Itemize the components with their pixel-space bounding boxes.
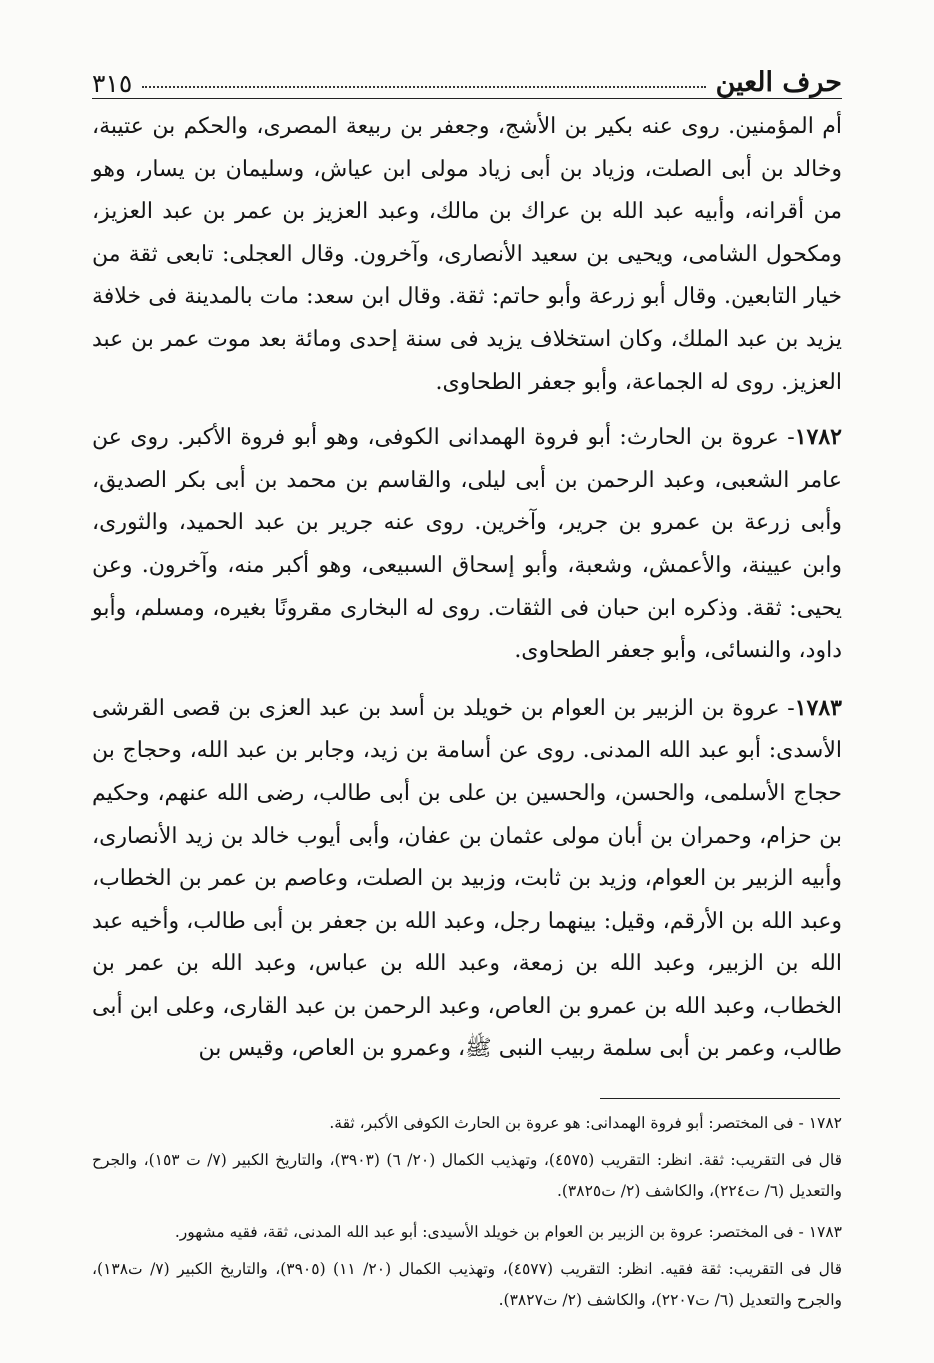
entry-text: عروة بن الحارث: أبو فروة الهمدانى الكوفى، وهو أبو فروة الأكبر. روى عن عامر الشعبى، وعبد الرحمن بن أبى ليلى، والقاسم بن محمد بن أبى بكر الصديق، وأبى زرعة بن عمرو بن جرير، وآخرين. روى عنه جرير بن عبد الحميد، والثورى، وابن عيينة، والأعمش، وشعبة، وأبو إسحاق السبيعى، وهو أكبر منه، وآخرون. وعن يحيى: ثقة. وذكره ابن حبان فى الثقات. روى له البخارى مقرونًا بغيره، ومسلم، وأبو داود، والنسائى، وأبو جعفر الطحاوى. bbox=[92, 425, 843, 664]
footnote-1783-summary bbox=[92, 1217, 842, 1248]
entry-dash: - bbox=[778, 425, 795, 451]
footnote-number: ١٧٨٢ bbox=[808, 1114, 842, 1132]
entry-number: ١٧٨٢ bbox=[794, 424, 842, 451]
footnote-summary: فى المختصر: عروة بن الزبير بن العوام بن خويلد الأسيدى: أبو عبد الله المدنى، ثقة، فقيه مشهور. bbox=[174, 1223, 794, 1241]
footnote-1783-refs: قال فى التقريب: ثقة فقيه. انظر: التقريب (٤٥٧٧)، وتهذيب الكمال (٢٠/ ١١) (٣٩٠٥)، والتاريخ الكبير (٧/ ت١٣٨)، والجرح والتعديل (٦/ ت٢٢٠٧)، والكاشف (٢/ ت٣٨٢٧). bbox=[92, 1260, 842, 1309]
footnotes bbox=[92, 1108, 842, 1326]
footnote-1782-summary bbox=[92, 1108, 842, 1139]
footnote-1782-refs: قال فى التقريب: ثقة. انظر: التقريب (٤٥٧٥)، وتهذيب الكمال (٢٠/ ٦) (٣٩٠٣)، والتاريخ الكبير (٧/ ت ١٥٣)، والجرح والتعديل (٦/ ت٢٢٤)، والكاشف (٢/ ت٣٨٢٥). bbox=[92, 1151, 842, 1200]
footnote-dash: - bbox=[793, 1114, 809, 1132]
entry-text: عروة بن الزبير بن العوام بن خويلد بن أسد بن عبد العزى بن قصى القرشى الأسدى: أبو عبد الله المدنى. روى عن أسامة بن زيد، وجابر بن عبد الله، وحجاج بن حجاج الأسلمى، والحسن، والحسين بن على بن أبى طالب، رضى الله عنهم، وحكيم بن حزام، وحمران بن أبان مولى عثمان بن عفان، وأبى أيوب خالد بن زيد الأنصارى، وأبيه الزبير بن العوام، وزيد بن ثابت، وزبيد بن الصلت، وعاصم بن عمر بن الخطاب، وعبد الله بن الأرقم، وقيل: بينهما رجل، وعبد الله بن جعفر بن أبى طالب، وأخيه عبد الله بن الزبير، وعبد الله بن زمعة، وعبد الله بن عباس، وعبد الله بن عمر بن الخطاب، وعبد الله بن عمرو بن العاص، وعبد الرحمن بن عبد القارى، وعلى ابن أبى طالب، وعمر بن أبى سلمة ربيب النبى ﷺ، وعمرو بن العاص، وقيس بن bbox=[92, 695, 842, 1062]
entry-number: ١٧٨٣ bbox=[794, 694, 842, 721]
entry-dash: - bbox=[779, 695, 795, 721]
footnote-separator bbox=[600, 1098, 840, 1099]
entry-1782 bbox=[92, 416, 842, 673]
running-header bbox=[92, 58, 842, 99]
leader-dots bbox=[142, 86, 705, 88]
page-number: ٣١٥ bbox=[92, 69, 133, 98]
footnote-summary: فى المختصر: أبو فروة الهمدانى: هو عروة بن الحارث الكوفى الأكبر، ثقة. bbox=[329, 1114, 794, 1132]
section-title: حرف العين bbox=[715, 67, 842, 98]
continuation-paragraph: أم المؤمنين. روى عنه بكير بن الأشج، وجعفر بن ربيعة المصرى، والحكم بن عتيبة، وخالد بن أبى الصلت، وزياد بن أبى زياد مولى ابن عياش، وسليمان بن يسار، وهو من أقرانه، وأبيه عبد الله بن عراك بن مالك، وعبد العزيز بن عمر بن عبد العزيز، ومكحول الشامى، ويحيى بن سعيد الأنصارى، وآخرون. وقال العجلى: تابعى ثقة من خيار التابعين. وقال أبو زرعة وأبو حاتم: ثقة. وقال ابن سعد: مات بالمدينة فى خلافة يزيد بن عبد الملك، وكان استخلاف يزيد فى سنة إحدى ومائة بعد موت عمر بن عبد العزيز. روى له الجماعة، وأبو جعفر الطحاوى. bbox=[92, 114, 842, 395]
main-text bbox=[92, 106, 842, 1085]
entry-1783 bbox=[92, 687, 842, 1071]
footnote-dash: - bbox=[793, 1223, 809, 1241]
footnote-number: ١٧٨٣ bbox=[808, 1223, 842, 1241]
